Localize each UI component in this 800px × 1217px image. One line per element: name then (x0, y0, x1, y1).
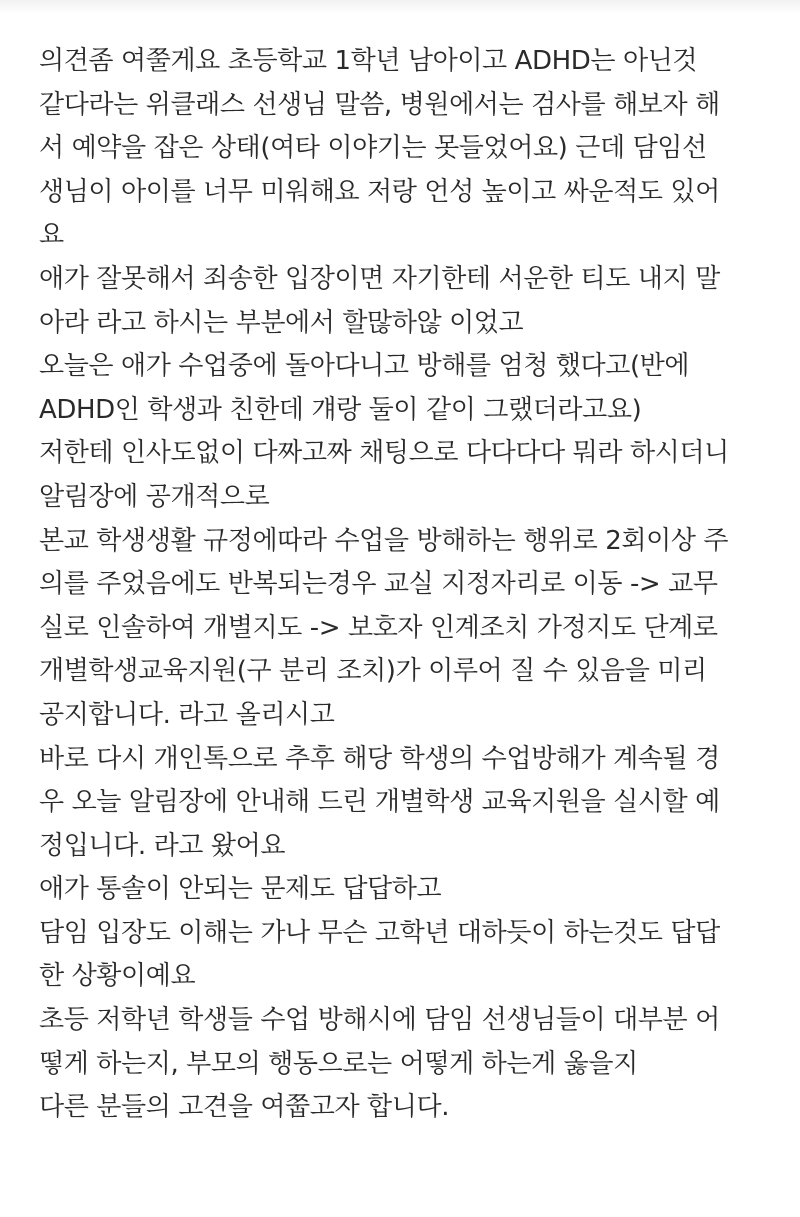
post-line-9: ADHD인 학생과 친한데 걔랑 둘이 같이 그랬더라고요) (39, 394, 642, 425)
post-line-22: 한 상황이예요 (39, 961, 196, 992)
post-line-3: 서 예약을 잡은 상태(여타 이야기는 못들었어요) 근데 담임선 (39, 133, 707, 164)
post-line-17: 바로 다시 개인톡으로 추후 해당 학생의 수업방해가 계속될 경 (39, 743, 720, 774)
post-line-15: 개별학생교육지원(구 분리 조치)가 이루어 질 수 있음을 미리 (39, 656, 707, 687)
top-edge-shadow (0, 0, 800, 14)
post-line-18: 우 오늘 알림장에 안내해 드린 개별학생 교육지원을 실시할 예 (39, 787, 720, 818)
post-line-16: 공지합니다. 라고 올리시고 (39, 699, 335, 730)
post-line-6: 애가 잘못해서 죄송한 입장이면 자기한테 서운한 티도 내지 말 (39, 263, 720, 294)
post-line-4: 생님이 아이를 너무 미워해요 저랑 언성 높이고 싸운적도 있어 (39, 176, 720, 207)
post-line-19: 정입니다. 라고 왔어요 (39, 830, 286, 861)
post-line-21: 담임 입장도 이해는 가나 무슨 고학년 대하듯이 하는것도 답답 (39, 917, 720, 948)
post-line-8: 오늘은 애가 수업중에 돌아다니고 방해를 엄청 했다고(반에 (39, 351, 690, 382)
post-line-25: 다른 분들의 고견을 여쭙고자 합니다. (39, 1092, 450, 1123)
post-line-10: 저한테 인사도없이 다짜고짜 채팅으로 다다다다 뭐라 하시더니 (39, 438, 729, 469)
post-line-24: 떻게 하는지, 부모의 행동으로는 어떻게 하는게 옳을지 (39, 1048, 638, 1079)
post-line-23: 초등 저학년 학생들 수업 방해시에 담임 선생님들이 대부분 어 (39, 1005, 720, 1036)
post-body-text (39, 40, 779, 1130)
post-line-14: 실로 인솔하여 개별지도 -> 보호자 인계조치 가정지도 단계로 (39, 612, 718, 643)
post-line-13: 의를 주었음에도 반복되는경우 교실 지정자리로 이동 -> 교무 (39, 569, 718, 600)
post-line-5: 요 (39, 220, 64, 251)
post-line-7: 아라 라고 하시는 부분에서 할많하않 이었고 (39, 307, 524, 338)
post-line-12: 본교 학생생활 규정에따라 수업을 방해하는 행위로 2회이상 주 (39, 525, 729, 556)
post-line-20: 애가 통솔이 안되는 문제도 답답하고 (39, 874, 442, 905)
post-line-11: 알림장에 공개적으로 (39, 481, 270, 512)
post-line-1: 의견좀 여쭐게요 초등학교 1학년 남아이고 ADHD는 아닌것 (39, 46, 698, 76)
post-line-2: 같다라는 위클래스 선생님 말씀, 병원에서는 검사를 해보자 해 (39, 89, 720, 120)
